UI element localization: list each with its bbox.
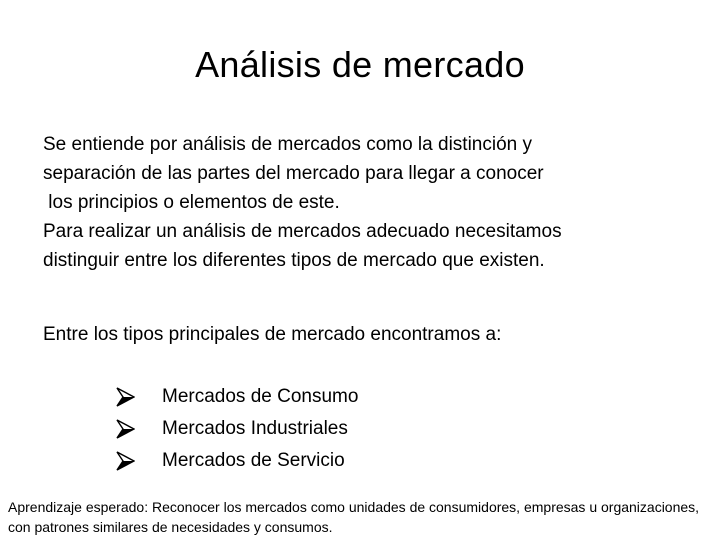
- arrowhead-bullet-icon: [115, 451, 135, 471]
- list-item-label: Mercados de Servicio: [162, 450, 345, 471]
- paragraph-line: Se entiende por análisis de mercados como la distinción y: [43, 134, 532, 155]
- list-item: [115, 381, 358, 413]
- arrowhead-bullet-icon: [115, 387, 135, 407]
- arrowhead-bullet-icon: [115, 419, 135, 439]
- body-paragraph: [43, 130, 693, 275]
- slide-title: Análisis de mercado: [195, 44, 525, 85]
- list-item-label: Mercados Industriales: [162, 418, 348, 439]
- paragraph-line: separación de las partes del mercado para llegar a conocer: [43, 163, 544, 184]
- paragraph-line: distinguir entre los diferentes tipos de mercado que existen.: [43, 250, 545, 271]
- paragraph-line: Para realizar un análisis de mercados adecuado necesitamos: [43, 221, 562, 242]
- learning-objective-footer: Aprendizaje esperado: Reconocer los mercados como unidades de consumidores, empresas u organizaciones, con patrones similares de necesidades y consumos.: [8, 499, 700, 535]
- market-types-list: [115, 381, 358, 477]
- list-item: [115, 445, 358, 477]
- intro-text: Entre los tipos principales de mercado encontramos a:: [43, 324, 502, 345]
- paragraph-line: los principios o elementos de este.: [43, 192, 340, 213]
- list-item-label: Mercados de Consumo: [162, 386, 359, 407]
- list-item: [115, 413, 358, 445]
